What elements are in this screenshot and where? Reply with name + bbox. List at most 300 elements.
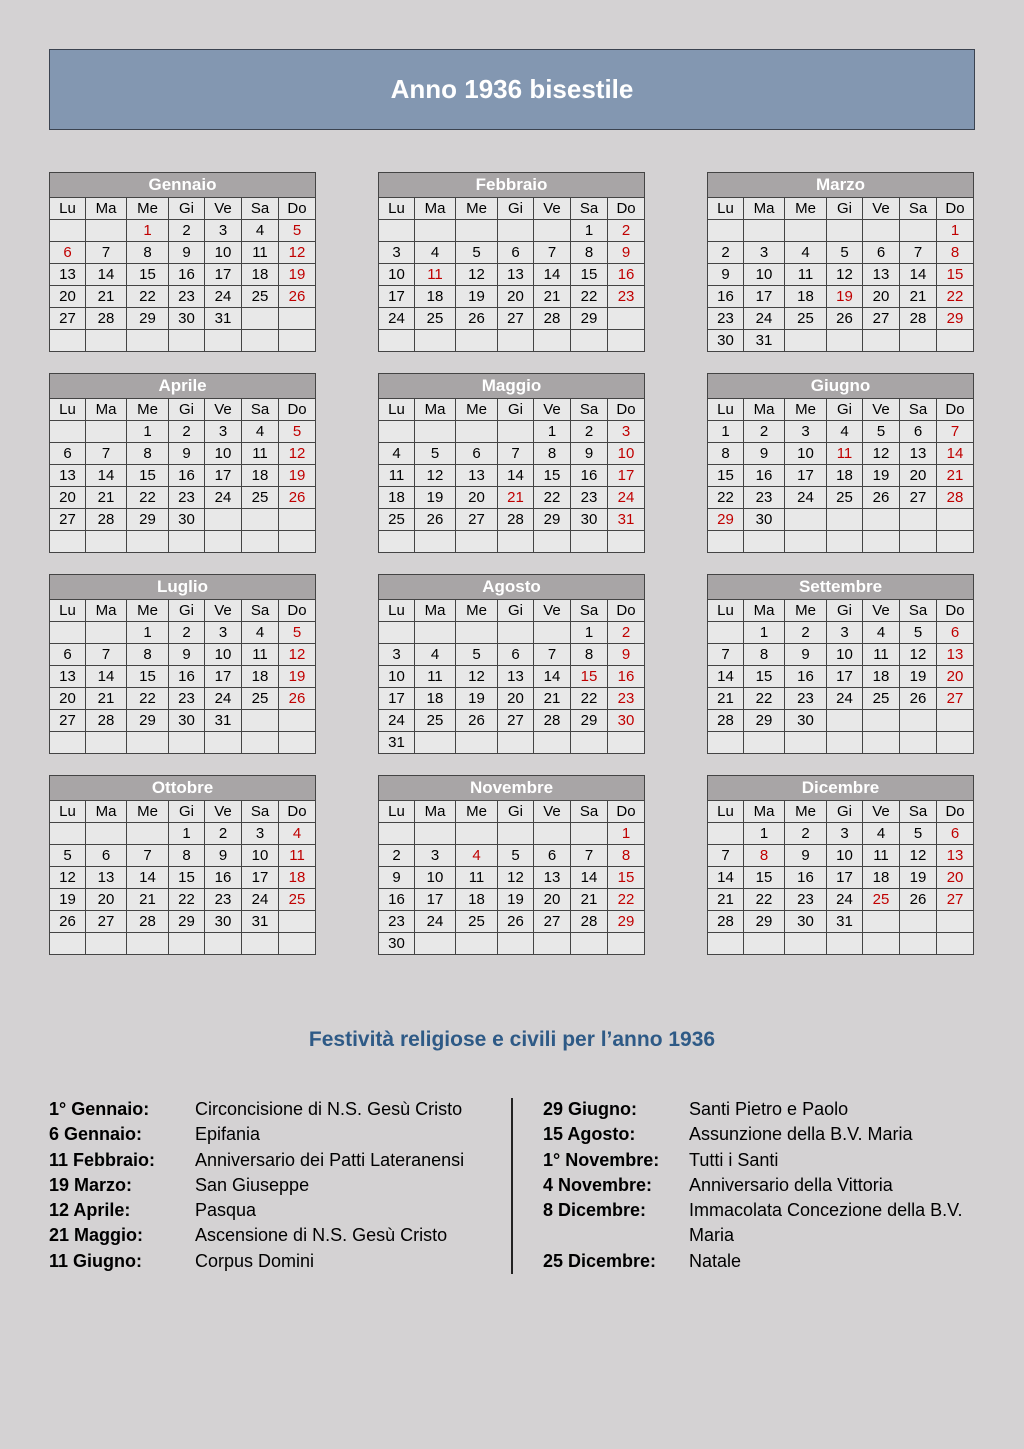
weekday-label: Gi <box>169 801 205 823</box>
day-cell: 30 <box>169 308 205 330</box>
week-row <box>708 933 974 955</box>
holiday-item <box>543 1148 983 1173</box>
day-cell: 24 <box>379 308 415 330</box>
holiday-date: 12 Aprile: <box>49 1200 131 1221</box>
holiday-item <box>543 1097 983 1122</box>
week-row <box>708 823 974 845</box>
day-cell: 4 <box>863 622 900 644</box>
day-cell: 4 <box>379 443 415 465</box>
weekday-label: Gi <box>498 399 534 421</box>
weekday-label: Ma <box>86 399 127 421</box>
weekday-label: Sa <box>571 600 608 622</box>
day-cell: 7 <box>86 443 127 465</box>
day-cell: 11 <box>242 443 279 465</box>
day-cell: 9 <box>785 644 827 666</box>
day-cell <box>86 531 127 553</box>
day-cell: 22 <box>127 286 169 308</box>
day-cell <box>498 823 534 845</box>
day-cell: 21 <box>534 286 571 308</box>
week-row <box>50 443 316 465</box>
day-cell: 18 <box>242 666 279 688</box>
day-cell <box>242 933 279 955</box>
weekday-label: Sa <box>900 600 937 622</box>
day-cell: 30 <box>708 330 744 352</box>
day-cell: 19 <box>279 465 316 487</box>
day-cell: 29 <box>744 911 785 933</box>
day-cell <box>937 330 974 352</box>
week-row <box>379 823 645 845</box>
week-row <box>50 531 316 553</box>
day-cell: 9 <box>169 443 205 465</box>
day-cell: 26 <box>50 911 86 933</box>
weekday-label: Ve <box>863 198 900 220</box>
weekday-label: Lu <box>50 399 86 421</box>
weekday-label: Gi <box>827 600 863 622</box>
day-cell: 10 <box>205 242 242 264</box>
month-agosto <box>378 574 645 754</box>
day-cell: 7 <box>534 242 571 264</box>
day-cell: 25 <box>242 688 279 710</box>
day-cell: 7 <box>534 644 571 666</box>
week-row <box>379 911 645 933</box>
day-cell: 25 <box>242 487 279 509</box>
holiday-name: Assunzione della B.V. Maria <box>689 1124 913 1145</box>
day-cell <box>415 421 456 443</box>
day-cell: 2 <box>608 220 645 242</box>
weekday-label: Ve <box>205 198 242 220</box>
weekday-label: Sa <box>242 198 279 220</box>
day-cell: 9 <box>205 845 242 867</box>
day-cell <box>571 732 608 754</box>
day-cell: 7 <box>86 242 127 264</box>
day-cell: 23 <box>785 889 827 911</box>
day-cell: 10 <box>379 666 415 688</box>
day-cell: 27 <box>456 509 498 531</box>
day-cell <box>534 933 571 955</box>
day-cell <box>534 732 571 754</box>
day-cell: 6 <box>50 644 86 666</box>
week-row <box>379 242 645 264</box>
day-cell: 14 <box>571 867 608 889</box>
day-cell: 5 <box>900 622 937 644</box>
holiday-date: 11 Giugno: <box>49 1250 143 1271</box>
day-cell: 7 <box>900 242 937 264</box>
day-cell: 5 <box>900 823 937 845</box>
day-cell: 22 <box>744 889 785 911</box>
day-cell: 15 <box>571 666 608 688</box>
day-cell: 17 <box>205 465 242 487</box>
day-cell: 16 <box>169 666 205 688</box>
week-row <box>379 286 645 308</box>
week-row <box>708 644 974 666</box>
day-cell: 7 <box>86 644 127 666</box>
week-row <box>708 531 974 553</box>
day-cell <box>50 622 86 644</box>
day-cell <box>498 531 534 553</box>
weekday-label: Gi <box>169 399 205 421</box>
week-row <box>708 666 974 688</box>
day-cell: 14 <box>534 264 571 286</box>
day-cell <box>785 330 827 352</box>
day-cell <box>415 330 456 352</box>
day-cell <box>863 710 900 732</box>
day-cell <box>608 933 645 955</box>
day-cell <box>571 823 608 845</box>
day-cell: 6 <box>86 845 127 867</box>
day-cell: 8 <box>571 644 608 666</box>
day-cell: 29 <box>571 710 608 732</box>
day-cell: 26 <box>456 710 498 732</box>
day-cell <box>127 732 169 754</box>
day-cell: 9 <box>744 443 785 465</box>
day-cell: 8 <box>608 845 645 867</box>
day-cell: 12 <box>456 666 498 688</box>
holiday-date: 21 Maggio: <box>49 1225 144 1246</box>
day-cell <box>279 933 316 955</box>
day-cell: 6 <box>937 622 974 644</box>
week-row <box>708 421 974 443</box>
week-row <box>379 732 645 754</box>
day-cell: 6 <box>50 443 86 465</box>
day-cell: 24 <box>785 487 827 509</box>
day-cell: 13 <box>498 264 534 286</box>
day-cell <box>571 531 608 553</box>
day-cell: 1 <box>744 823 785 845</box>
weekday-label: Ma <box>415 600 456 622</box>
day-cell: 12 <box>827 264 863 286</box>
day-cell <box>456 330 498 352</box>
month-marzo <box>707 172 974 352</box>
day-cell <box>937 531 974 553</box>
day-cell: 29 <box>127 308 169 330</box>
week-row <box>50 509 316 531</box>
day-cell <box>785 732 827 754</box>
day-cell: 25 <box>379 509 415 531</box>
weekday-label: Do <box>937 600 974 622</box>
day-cell: 28 <box>534 710 571 732</box>
day-cell: 14 <box>900 264 937 286</box>
day-cell: 24 <box>205 487 242 509</box>
weekday-label: Do <box>937 801 974 823</box>
weekday-label: Sa <box>571 198 608 220</box>
day-cell <box>863 330 900 352</box>
day-cell: 11 <box>379 465 415 487</box>
weekday-label: Ma <box>86 801 127 823</box>
day-cell: 1 <box>127 421 169 443</box>
day-cell <box>900 220 937 242</box>
day-cell: 27 <box>937 889 974 911</box>
day-cell: 23 <box>169 688 205 710</box>
weekday-label: Do <box>608 399 645 421</box>
day-cell: 5 <box>279 622 316 644</box>
day-cell: 4 <box>242 622 279 644</box>
day-cell <box>279 509 316 531</box>
weekday-label: Gi <box>498 600 534 622</box>
day-cell: 26 <box>498 911 534 933</box>
day-cell: 28 <box>86 308 127 330</box>
month-name: Dicembre <box>708 776 974 801</box>
week-row <box>50 465 316 487</box>
month-maggio <box>378 373 645 553</box>
week-row <box>379 421 645 443</box>
day-cell: 22 <box>571 688 608 710</box>
day-cell: 23 <box>744 487 785 509</box>
week-row <box>50 688 316 710</box>
day-cell <box>456 622 498 644</box>
day-cell: 1 <box>571 220 608 242</box>
day-cell <box>937 732 974 754</box>
month-giugno <box>707 373 974 553</box>
month-name: Marzo <box>708 173 974 198</box>
holiday-date: 8 Dicembre: <box>543 1200 647 1221</box>
weekday-label: Sa <box>242 801 279 823</box>
day-cell <box>785 509 827 531</box>
day-cell: 28 <box>708 710 744 732</box>
day-cell: 19 <box>900 666 937 688</box>
day-cell: 26 <box>863 487 900 509</box>
day-cell: 26 <box>279 688 316 710</box>
day-cell: 21 <box>534 688 571 710</box>
day-cell <box>827 509 863 531</box>
day-cell <box>863 911 900 933</box>
day-cell: 13 <box>498 666 534 688</box>
day-cell: 16 <box>205 867 242 889</box>
month-settembre <box>707 574 974 754</box>
day-cell: 3 <box>205 622 242 644</box>
day-cell: 11 <box>827 443 863 465</box>
holiday-item <box>49 1173 499 1198</box>
week-row <box>50 286 316 308</box>
day-cell: 3 <box>608 421 645 443</box>
day-cell: 11 <box>785 264 827 286</box>
day-cell: 7 <box>571 845 608 867</box>
day-cell <box>785 220 827 242</box>
day-cell: 19 <box>900 867 937 889</box>
day-cell: 14 <box>708 666 744 688</box>
day-cell: 23 <box>608 286 645 308</box>
week-row <box>379 509 645 531</box>
weekday-label: Do <box>279 600 316 622</box>
day-cell <box>708 622 744 644</box>
day-cell: 21 <box>498 487 534 509</box>
day-cell <box>534 220 571 242</box>
weekday-label: Do <box>608 801 645 823</box>
day-cell: 14 <box>86 264 127 286</box>
weekday-label: Me <box>785 399 827 421</box>
day-cell: 2 <box>708 242 744 264</box>
weekday-label: Do <box>608 198 645 220</box>
day-cell: 6 <box>498 242 534 264</box>
day-cell: 5 <box>50 845 86 867</box>
day-cell: 14 <box>708 867 744 889</box>
day-cell: 19 <box>50 889 86 911</box>
day-cell: 8 <box>127 443 169 465</box>
week-row <box>50 732 316 754</box>
day-cell: 8 <box>937 242 974 264</box>
day-cell <box>827 220 863 242</box>
day-cell: 28 <box>708 911 744 933</box>
day-cell: 21 <box>86 688 127 710</box>
day-cell: 21 <box>708 889 744 911</box>
day-cell <box>456 933 498 955</box>
day-cell: 24 <box>242 889 279 911</box>
day-cell <box>279 308 316 330</box>
day-cell: 11 <box>242 242 279 264</box>
day-cell: 2 <box>571 421 608 443</box>
day-cell <box>279 330 316 352</box>
day-cell: 1 <box>708 421 744 443</box>
day-cell <box>242 531 279 553</box>
day-cell: 21 <box>86 487 127 509</box>
day-cell <box>86 330 127 352</box>
day-cell: 23 <box>379 911 415 933</box>
day-cell <box>86 220 127 242</box>
day-cell: 25 <box>863 889 900 911</box>
day-cell: 25 <box>863 688 900 710</box>
day-cell: 23 <box>708 308 744 330</box>
day-cell: 13 <box>534 867 571 889</box>
week-row <box>708 286 974 308</box>
day-cell: 25 <box>456 911 498 933</box>
day-cell: 20 <box>456 487 498 509</box>
day-cell: 5 <box>498 845 534 867</box>
holiday-name: Corpus Domini <box>195 1250 315 1271</box>
day-cell <box>86 421 127 443</box>
day-cell: 1 <box>127 220 169 242</box>
day-cell <box>50 330 86 352</box>
day-cell <box>86 933 127 955</box>
day-cell: 12 <box>863 443 900 465</box>
day-cell: 17 <box>379 286 415 308</box>
day-cell <box>169 933 205 955</box>
weekday-label: Gi <box>827 399 863 421</box>
holidays-divider <box>511 1098 513 1274</box>
day-cell: 8 <box>744 845 785 867</box>
month-name: Giugno <box>708 374 974 399</box>
day-cell <box>937 911 974 933</box>
day-cell: 29 <box>571 308 608 330</box>
day-cell: 17 <box>827 867 863 889</box>
day-cell: 16 <box>571 465 608 487</box>
weekday-label: Ve <box>863 600 900 622</box>
day-cell: 18 <box>785 286 827 308</box>
day-cell: 10 <box>205 644 242 666</box>
day-cell <box>50 531 86 553</box>
day-cell: 4 <box>863 823 900 845</box>
day-cell: 2 <box>205 823 242 845</box>
weekday-label: Lu <box>50 198 86 220</box>
day-cell: 20 <box>86 889 127 911</box>
day-cell <box>744 933 785 955</box>
day-cell <box>456 531 498 553</box>
day-cell: 9 <box>608 644 645 666</box>
week-row <box>50 308 316 330</box>
day-cell <box>937 509 974 531</box>
week-row <box>50 220 316 242</box>
day-cell <box>900 933 937 955</box>
day-cell: 3 <box>827 823 863 845</box>
day-cell: 16 <box>169 465 205 487</box>
day-cell: 21 <box>900 286 937 308</box>
weekday-label: Me <box>785 198 827 220</box>
week-row <box>708 264 974 286</box>
day-cell: 17 <box>205 666 242 688</box>
weekday-label: Do <box>608 600 645 622</box>
weekday-label: Me <box>456 399 498 421</box>
day-cell: 30 <box>571 509 608 531</box>
month-novembre <box>378 775 645 955</box>
holiday-date: 11 Febbraio: <box>49 1149 156 1170</box>
day-cell <box>279 531 316 553</box>
day-cell <box>415 622 456 644</box>
day-cell <box>827 732 863 754</box>
day-cell <box>205 732 242 754</box>
day-cell <box>863 531 900 553</box>
week-row <box>708 845 974 867</box>
day-cell: 27 <box>900 487 937 509</box>
day-cell <box>205 509 242 531</box>
day-cell: 1 <box>169 823 205 845</box>
day-cell: 19 <box>415 487 456 509</box>
day-cell: 5 <box>415 443 456 465</box>
weekday-label: Ma <box>744 801 785 823</box>
day-cell <box>534 330 571 352</box>
day-cell <box>534 622 571 644</box>
holiday-date: 4 Novembre: <box>543 1174 653 1195</box>
day-cell: 22 <box>937 286 974 308</box>
weekday-label: Sa <box>571 399 608 421</box>
day-cell: 27 <box>937 688 974 710</box>
day-cell: 8 <box>708 443 744 465</box>
day-cell: 13 <box>900 443 937 465</box>
day-cell: 6 <box>863 242 900 264</box>
day-cell: 21 <box>571 889 608 911</box>
holiday-item <box>49 1097 499 1122</box>
day-cell <box>205 330 242 352</box>
day-cell: 18 <box>242 264 279 286</box>
day-cell: 3 <box>379 644 415 666</box>
week-row <box>379 308 645 330</box>
day-cell: 7 <box>498 443 534 465</box>
day-cell: 6 <box>900 421 937 443</box>
weekday-label: Lu <box>379 399 415 421</box>
day-cell: 14 <box>86 465 127 487</box>
day-cell <box>415 220 456 242</box>
day-cell <box>415 531 456 553</box>
week-row <box>708 242 974 264</box>
holiday-name: Epifania <box>195 1124 261 1145</box>
day-cell: 18 <box>279 867 316 889</box>
day-cell: 31 <box>242 911 279 933</box>
day-cell: 24 <box>205 688 242 710</box>
weekday-label: Ma <box>86 600 127 622</box>
weekday-label: Gi <box>827 198 863 220</box>
day-cell: 13 <box>863 264 900 286</box>
day-cell <box>900 330 937 352</box>
day-cell <box>50 732 86 754</box>
week-row <box>708 867 974 889</box>
day-cell: 3 <box>205 220 242 242</box>
day-cell: 24 <box>205 286 242 308</box>
day-cell: 15 <box>169 867 205 889</box>
day-cell: 11 <box>456 867 498 889</box>
weekday-label: Sa <box>900 801 937 823</box>
day-cell: 12 <box>50 867 86 889</box>
week-row <box>379 867 645 889</box>
weekday-label: Ve <box>534 600 571 622</box>
weekday-label: Ve <box>534 801 571 823</box>
weekday-label: Do <box>279 399 316 421</box>
